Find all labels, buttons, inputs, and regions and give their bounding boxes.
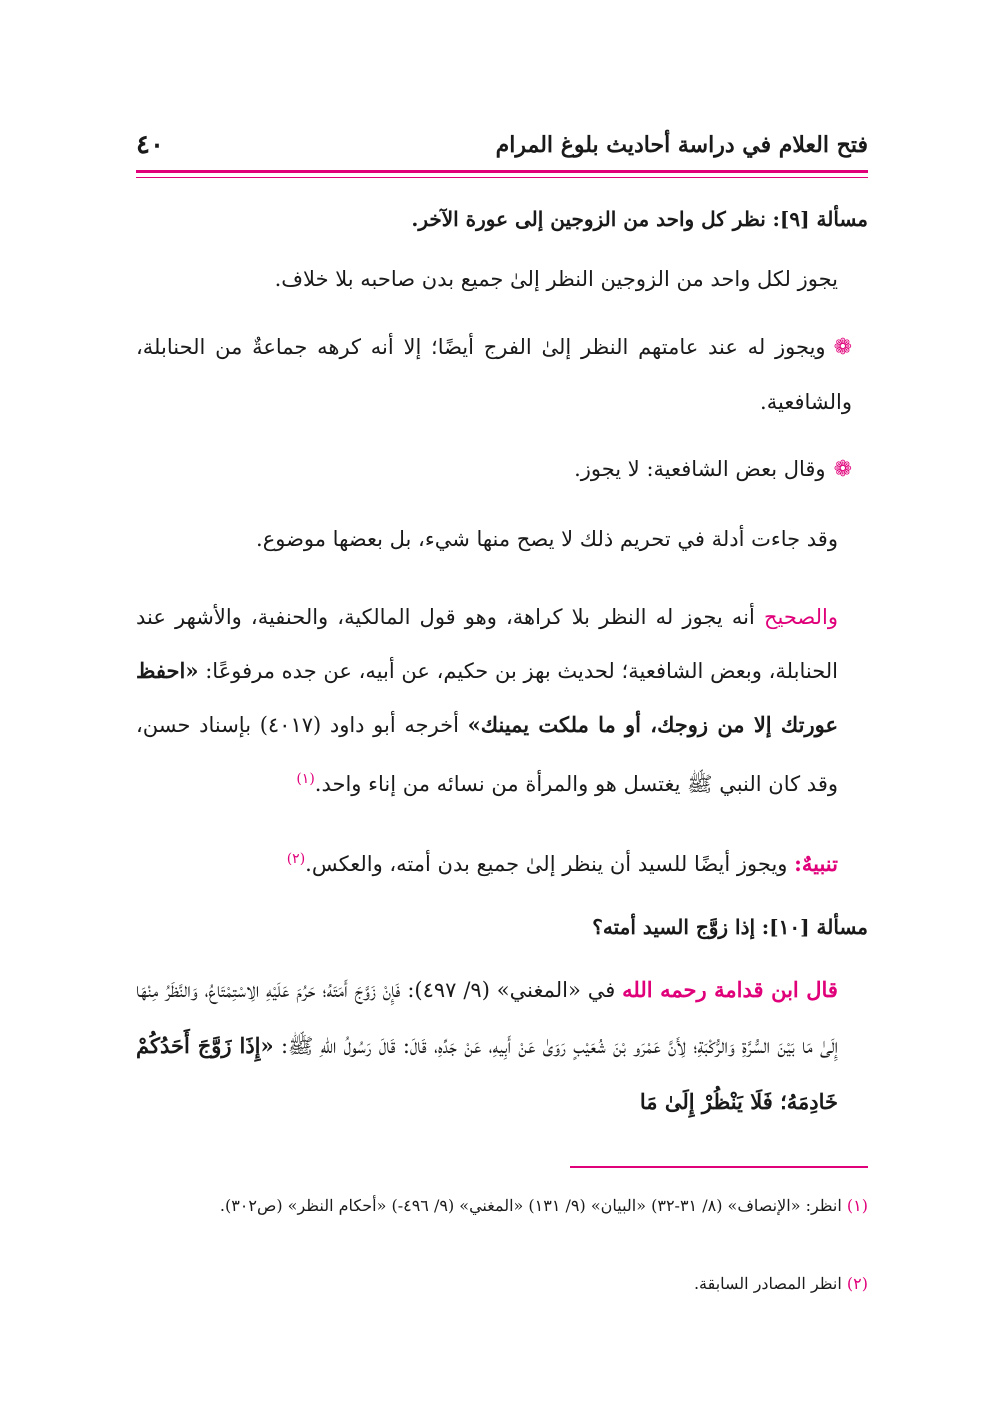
issue-label: مسألة [٩]: — [772, 207, 868, 231]
paragraph-3-text-2: أخرجه أبو داود (٤٠١٧) بإسناد حسن، وقد كان النبي ﷺ يغتسل هو والمرأة من نسائه من إناء واحد. — [136, 713, 838, 796]
note-text: ويجوز أيضًا للسيد أن ينظر إلىٰ جميع بدن أمته، والعكس. — [305, 852, 788, 876]
issue-9-heading — [136, 192, 868, 246]
bullet-2 — [136, 442, 868, 497]
page-number: ٤٠ — [136, 130, 164, 160]
bullet-2-text: وقال بعض الشافعية: لا يجوز. — [574, 457, 826, 481]
note — [136, 832, 868, 891]
paragraph-4-lead: قال ابن قدامة رحمه الله — [622, 977, 838, 1002]
paragraph-2: وقد جاءت أدلة في تحريم ذلك لا يصح منها شيء، بل بعضها موضوع. — [256, 527, 838, 551]
footnote-text: انظر المصادر السابقة. — [693, 1274, 842, 1293]
footnote-text: انظر: «الإنصاف» (٨/ ٣١-٣٢) «البيان» (٩/ ١٣١) «المغني» (٩/ ٤٩٦-) «أحكام النظر» (ص٣٠٢). — [219, 1196, 842, 1215]
issue-10-heading — [136, 900, 868, 954]
footnote-number: (١) — [846, 1196, 868, 1215]
footnote-ref-2: (٢) — [286, 851, 306, 867]
hadith-quote: «احفظ عورتك إلا من زوجك، أو ما ملكت يمينك» — [136, 658, 838, 737]
issue-title: نظر كل واحد من الزوجين إلى عورة الآخر. — [411, 207, 766, 231]
footnote-1 — [136, 1188, 868, 1224]
issue-title: إذا زوَّج السيد أمته؟ — [592, 915, 756, 939]
header-rule-thick — [136, 170, 868, 173]
paragraph-4-text: في «المغني» (٩/ ٤٩٧): فَإِنْ زَوَّجَ أَمَتَهُ؛ حَرُمَ عَلَيْهِ الِاسْتِمْتَاعُ، وَالنَّظَرُ مِنْهَا إِلَىٰ مَا بَيْنَ السُّرَّةِ وَالرُّكْبَةِ؛ لِأَنَّ عَمْرَو بْنَ شُعَيْبٍ رَوَىٰ عَنْ أَبِيهِ، عَنْ جَدِّهِ، قَالَ: قَالَ رَسُولُ اللهِ ﷺ: — [136, 978, 839, 1058]
footnote-number: (٢) — [846, 1274, 868, 1293]
issue-label: مسألة [١٠]: — [761, 915, 868, 939]
paragraph-1: يجوز لكل واحد من الزوجين النظر إلىٰ جميع بدن صاحبه بلا خلاف. — [274, 267, 838, 291]
flower-bullet-icon: ❁ — [833, 457, 852, 482]
bullet-1-text: ويجوز له عند عامتهم النظر إلىٰ الفرج أيضًا؛ إلا أنه كرهه جماعةٌ من الحنابلة، والشافعية. — [136, 335, 852, 414]
paragraph-4 — [136, 962, 868, 1130]
paragraph-3 — [136, 590, 868, 811]
page-header — [136, 128, 868, 164]
footnote-2 — [136, 1266, 868, 1302]
footnote-ref-1: (١) — [296, 771, 315, 787]
flower-bullet-icon: ❁ — [833, 335, 852, 360]
footnote-separator — [570, 1166, 868, 1168]
header-rule-thin — [136, 177, 868, 178]
running-title: فتح العلام في دراسة أحاديث بلوغ المرام — [495, 132, 868, 158]
paragraph-3-text-1: أنه يجوز له النظر بلا كراهة، وهو قول المالكية، والحنفية، والأشهر عند الحنابلة، وبعض الشافعية؛ لحديث بهز بن حكيم، عن أبيه، عن جده مرفوعًا: — [136, 605, 838, 683]
paragraph-3-lead: والصحيح — [763, 605, 838, 629]
bullet-1 — [136, 320, 868, 429]
note-label: تنبيهٌ: — [794, 851, 838, 876]
hadith-quote-2: «إِذَا زَوَّجَ أَحَدُكُمْ خَادِمَهُ؛ فَلَا يَنْظُرْ إِلَىٰ مَا — [136, 1033, 838, 1114]
